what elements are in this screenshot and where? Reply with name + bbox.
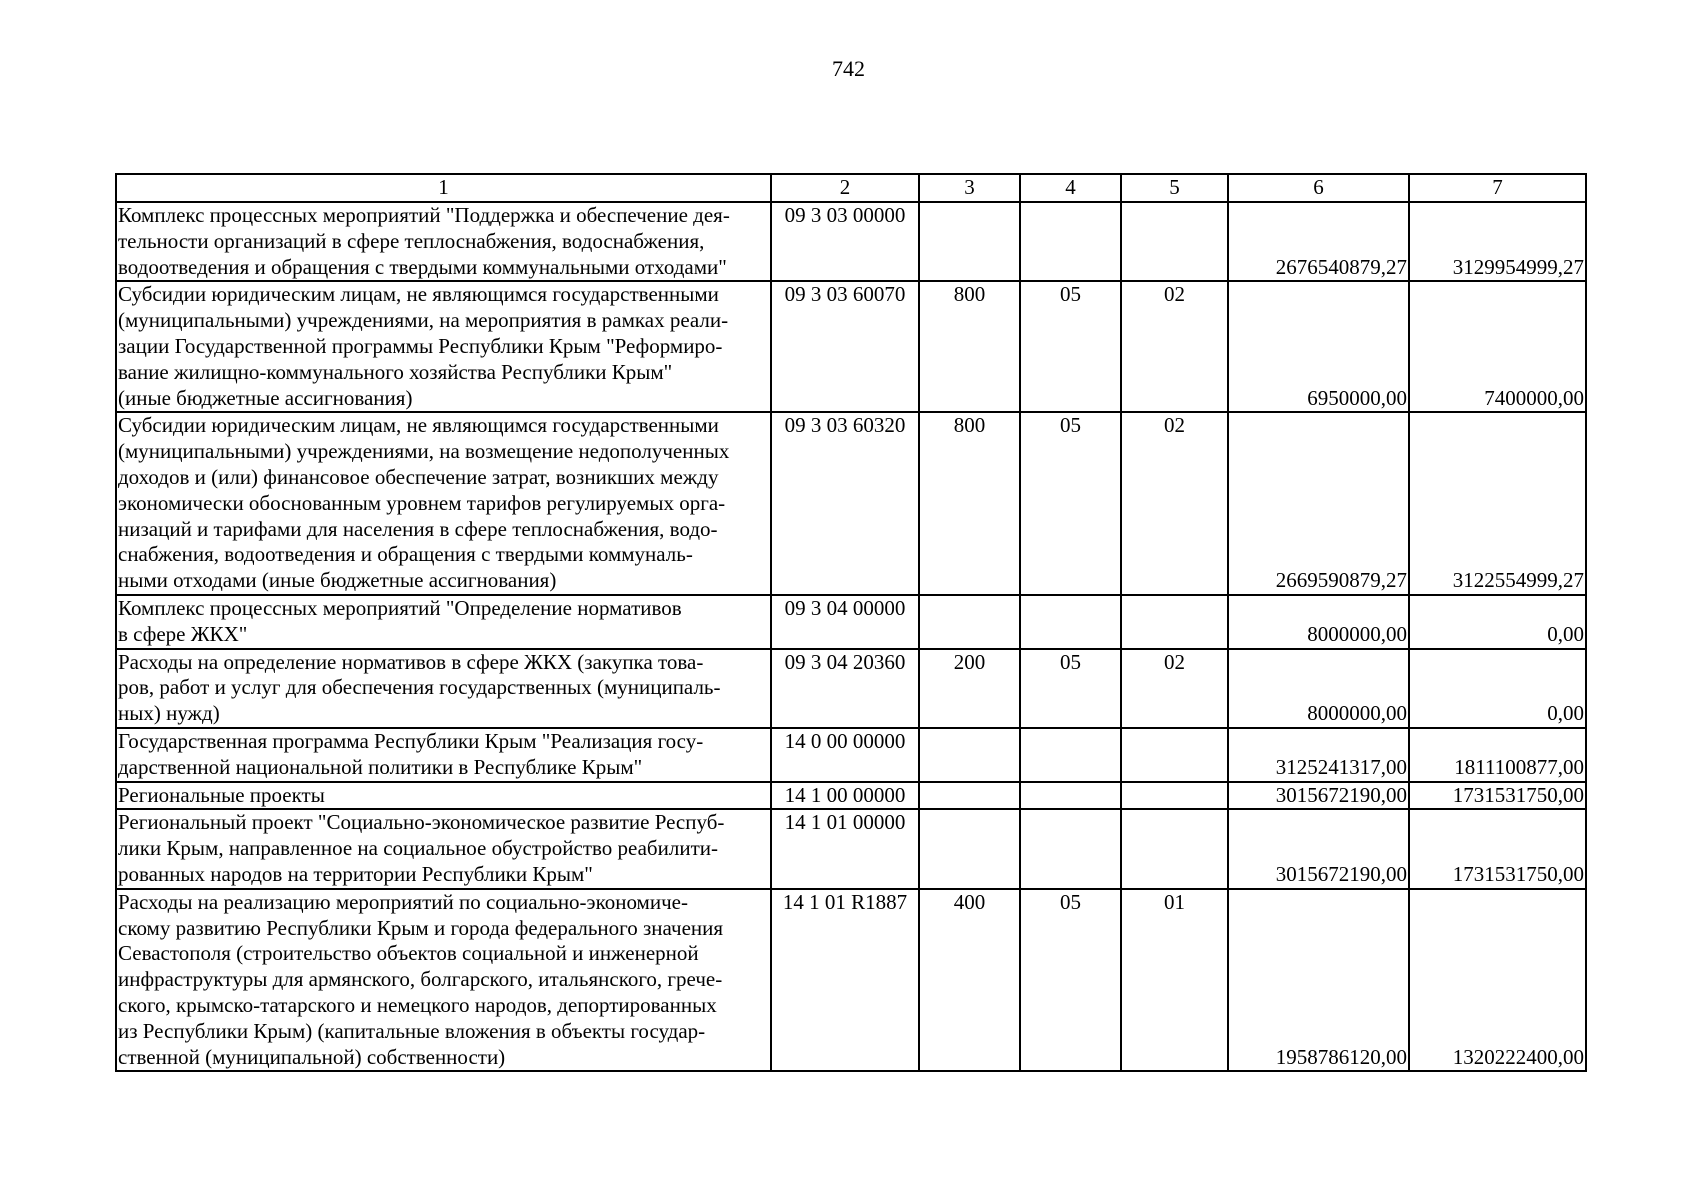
description-line: вание жилищно-коммунального хозяйства Республики Крым" <box>118 359 673 384</box>
row-subsection <box>1121 595 1228 649</box>
row-amount-col6: 3125241317,00 <box>1228 728 1409 782</box>
row-expense-type <box>919 809 1020 888</box>
row-amount-col7: 3122554999,27 <box>1409 412 1586 595</box>
row-description <box>116 595 771 649</box>
row-subsection <box>1121 202 1228 281</box>
row-expense-type: 200 <box>919 649 1020 728</box>
row-expense-type: 400 <box>919 889 1020 1072</box>
row-description <box>116 728 771 782</box>
page-number: 742 <box>832 56 865 81</box>
row-description <box>116 889 771 1072</box>
column-header-5: 5 <box>1121 174 1228 202</box>
row-code: 09 3 03 60070 <box>771 281 919 412</box>
description-line: экономически обоснованным уровнем тарифов регулируемых орга- <box>118 490 726 515</box>
row-section <box>1020 595 1121 649</box>
description-line: лики Крым, направленное на социальное обустройство реабилити- <box>118 836 718 861</box>
row-subsection: 01 <box>1121 889 1228 1072</box>
row-description <box>116 281 771 412</box>
description-line: водоотведения и обращения с твердыми коммунальными отходами" <box>118 254 727 279</box>
row-section: 05 <box>1020 412 1121 595</box>
table-row <box>116 595 1586 649</box>
column-header-4: 4 <box>1020 174 1121 202</box>
row-section <box>1020 809 1121 888</box>
row-expense-type <box>919 728 1020 782</box>
row-amount-col7: 0,00 <box>1409 595 1586 649</box>
description-line: ского, крымско-татарского и немецкого народов, депортированных <box>118 992 717 1017</box>
description-line: скому развитию Республики Крым и города федерального значения <box>118 915 724 940</box>
description-line: (иные бюджетные ассигнования) <box>118 385 413 410</box>
row-subsection <box>1121 728 1228 782</box>
row-code: 09 3 04 20360 <box>771 649 919 728</box>
description-line: Государственная программа Республики Крым "Реализация госу- <box>118 728 704 753</box>
row-expense-type <box>919 595 1020 649</box>
row-subsection: 02 <box>1121 281 1228 412</box>
description-line: Региональный проект "Социально-экономическое развитие Респуб- <box>118 810 725 835</box>
row-amount-col6: 2669590879,27 <box>1228 412 1409 595</box>
description-line: ственной (муниципальной) собственности) <box>118 1044 506 1069</box>
table-row <box>116 281 1586 412</box>
description-line: из Республики Крым) (капитальные вложения в объекты государ- <box>118 1018 706 1043</box>
description-line: низаций и тарифами для населения в сфере теплоснабжения, водо- <box>118 516 718 541</box>
row-code: 09 3 03 00000 <box>771 202 919 281</box>
row-description <box>116 809 771 888</box>
description-line: тельности организаций в сфере теплоснабжения, водоснабжения, <box>118 228 705 253</box>
table-row <box>116 889 1586 1072</box>
description-line: (муниципальными) учреждениями, на возмещение недополученных <box>118 439 730 464</box>
description-line: снабжения, водоотведения и обращения с твердыми коммуналь- <box>118 542 693 567</box>
table-row <box>116 728 1586 782</box>
budget-table <box>115 173 1587 1072</box>
row-amount-col7: 1731531750,00 <box>1409 782 1586 810</box>
row-description <box>116 782 771 810</box>
description-line: Комплекс процессных мероприятий "Определение нормативов <box>118 595 682 620</box>
column-header-3: 3 <box>919 174 1020 202</box>
row-code: 09 3 03 60320 <box>771 412 919 595</box>
row-amount-col6: 3015672190,00 <box>1228 782 1409 810</box>
description-line: Расходы на реализацию мероприятий по социально-экономиче- <box>118 889 688 914</box>
description-line: ров, работ и услуг для обеспечения государственных (муниципаль- <box>118 675 721 700</box>
row-description <box>116 649 771 728</box>
column-header-7: 7 <box>1409 174 1586 202</box>
description-line: Расходы на определение нормативов в сфере ЖКХ (закупка това- <box>118 649 704 674</box>
description-line: ных) нужд) <box>118 701 220 726</box>
row-expense-type <box>919 202 1020 281</box>
row-amount-col6: 2676540879,27 <box>1228 202 1409 281</box>
row-code: 14 1 01 R1887 <box>771 889 919 1072</box>
row-section <box>1020 782 1121 810</box>
description-line: Севастополя (строительство объектов социальной и инженерной <box>118 941 699 966</box>
row-section: 05 <box>1020 281 1121 412</box>
row-amount-col7: 7400000,00 <box>1409 281 1586 412</box>
row-code: 14 0 00 00000 <box>771 728 919 782</box>
row-subsection <box>1121 809 1228 888</box>
description-line: в сфере ЖКХ" <box>118 621 248 646</box>
row-description <box>116 202 771 281</box>
row-amount-col7: 0,00 <box>1409 649 1586 728</box>
row-subsection: 02 <box>1121 649 1228 728</box>
table-row <box>116 809 1586 888</box>
description-line: рованных народов на территории Республики Крым" <box>118 861 593 886</box>
description-line: инфраструктуры для армянского, болгарского, итальянского, грече- <box>118 967 723 992</box>
table-body <box>116 202 1586 1071</box>
description-line: (муниципальными) учреждениями, на мероприятия в рамках реали- <box>118 308 729 333</box>
row-amount-col6: 8000000,00 <box>1228 649 1409 728</box>
column-header-6: 6 <box>1228 174 1409 202</box>
table-row <box>116 782 1586 810</box>
row-expense-type: 800 <box>919 412 1020 595</box>
row-description <box>116 412 771 595</box>
description-line: Субсидии юридическим лицам, не являющимся государственными <box>118 282 719 307</box>
row-amount-col7: 1811100877,00 <box>1409 728 1586 782</box>
description-line: Субсидии юридическим лицам, не являющимся государственными <box>118 413 719 438</box>
row-amount-col7: 1731531750,00 <box>1409 809 1586 888</box>
row-section <box>1020 202 1121 281</box>
row-subsection <box>1121 782 1228 810</box>
row-expense-type: 800 <box>919 281 1020 412</box>
column-header-2: 2 <box>771 174 919 202</box>
row-amount-col6: 6950000,00 <box>1228 281 1409 412</box>
row-section: 05 <box>1020 889 1121 1072</box>
row-amount-col6: 3015672190,00 <box>1228 809 1409 888</box>
row-amount-col7: 3129954999,27 <box>1409 202 1586 281</box>
row-subsection: 02 <box>1121 412 1228 595</box>
row-amount-col6: 1958786120,00 <box>1228 889 1409 1072</box>
row-expense-type <box>919 782 1020 810</box>
row-section <box>1020 728 1121 782</box>
column-number-row <box>116 174 1586 202</box>
row-code: 09 3 04 00000 <box>771 595 919 649</box>
description-line: дарственной национальной политики в Республике Крым" <box>118 754 643 779</box>
description-line: ными отходами (иные бюджетные ассигнования) <box>118 568 557 593</box>
column-header-1: 1 <box>116 174 771 202</box>
row-section: 05 <box>1020 649 1121 728</box>
row-amount-col7: 1320222400,00 <box>1409 889 1586 1072</box>
description-line: доходов и (или) финансовое обеспечение затрат, возникших между <box>118 464 719 489</box>
description-line: зации Государственной программы Республики Крым "Реформиро- <box>118 333 723 358</box>
row-code: 14 1 00 00000 <box>771 782 919 810</box>
table-row <box>116 412 1586 595</box>
description-line: Комплекс процессных мероприятий "Поддержка и обеспечение дея- <box>118 203 730 227</box>
table-row <box>116 649 1586 728</box>
row-amount-col6: 8000000,00 <box>1228 595 1409 649</box>
row-code: 14 1 01 00000 <box>771 809 919 888</box>
description-line: Региональные проекты <box>118 782 325 807</box>
table-row <box>116 202 1586 281</box>
